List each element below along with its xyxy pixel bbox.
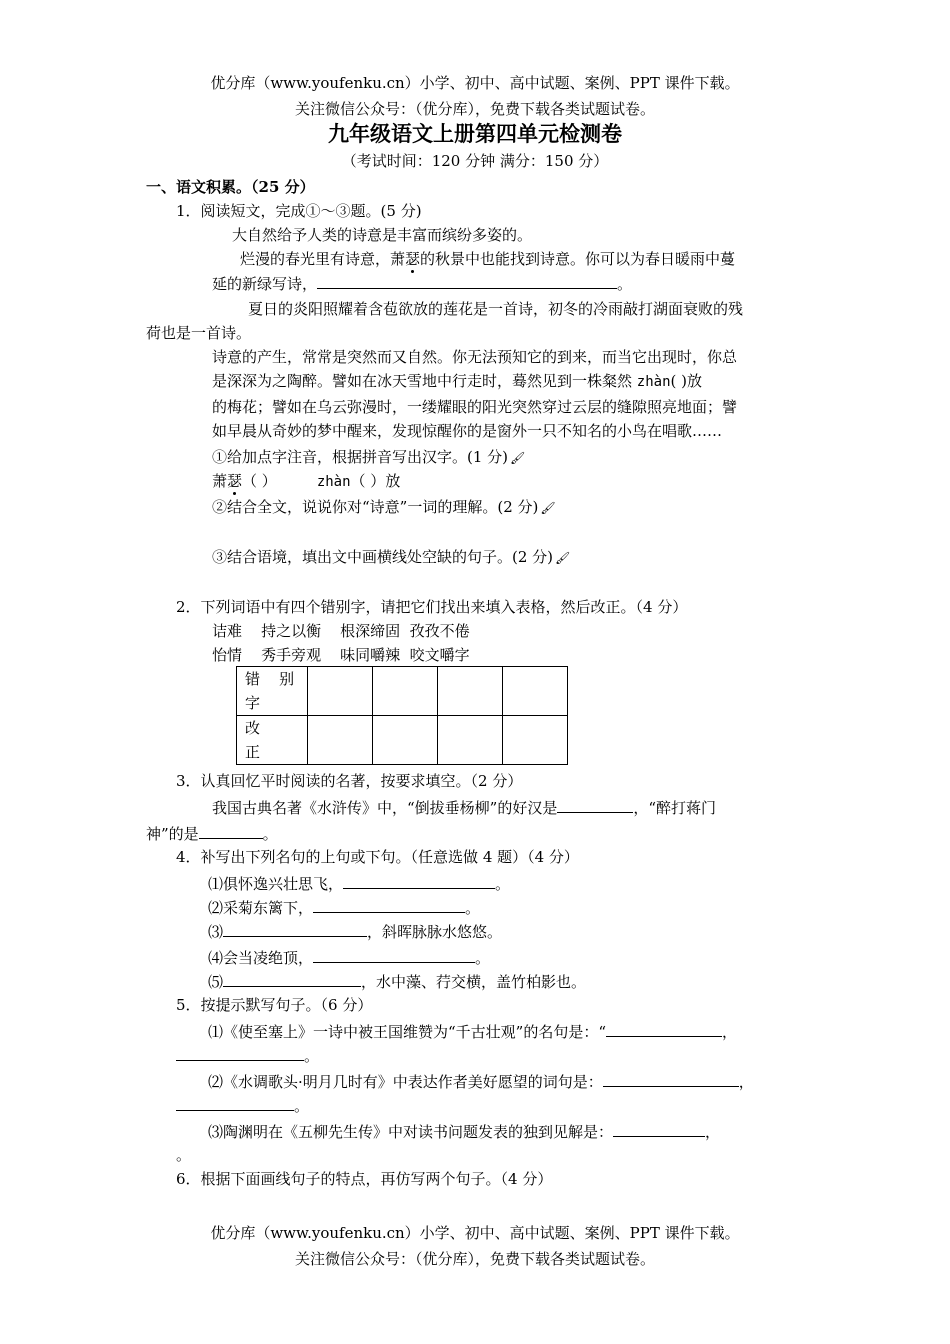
q5-i2-comma: ， xyxy=(738,1073,754,1091)
q5-i3-end: 。 xyxy=(176,1146,192,1164)
table-header-cell xyxy=(237,667,308,716)
q4-i4-end: 。 xyxy=(475,949,491,967)
header-text-2: 字 xyxy=(245,694,261,712)
answer-cell[interactable] xyxy=(308,667,373,716)
answer-blank[interactable] xyxy=(223,970,361,987)
q5-i1-comma: ， xyxy=(722,1023,738,1041)
q5-item-1-cont xyxy=(176,1044,319,1067)
q4-item-1 xyxy=(208,872,510,895)
q5-item-2-cont xyxy=(176,1094,309,1117)
q4-i1-end: 。 xyxy=(495,875,511,893)
q1-sub-1-answer xyxy=(212,470,400,493)
answer-paren[interactable]: ( ) xyxy=(670,372,687,390)
q5-item-3 xyxy=(208,1120,720,1143)
q1-p2a-text-1: 烂漫的春光里有诗意，萧 xyxy=(240,250,406,268)
answer-blank[interactable] xyxy=(557,796,633,813)
answer-blank[interactable] xyxy=(199,822,263,839)
q4-i1-text: ⑴俱怀逸兴壮思飞， xyxy=(208,875,344,893)
q5-item-1 xyxy=(208,1020,737,1043)
answer-cell[interactable] xyxy=(438,716,503,765)
correction-table xyxy=(236,666,568,765)
q1-p2b-end: 。 xyxy=(617,275,633,293)
q5-stem: 5．按提示默写句子。（6 分） xyxy=(176,996,373,1014)
q3-line2-end: 。 xyxy=(262,825,278,843)
q3-line-1 xyxy=(212,796,716,819)
answer-blank[interactable] xyxy=(603,1070,739,1087)
q3-stem: 3．认真回忆平时阅读的名著，按要求填空。（2 分） xyxy=(176,772,523,790)
q4-item-4 xyxy=(208,946,490,969)
q6-stem: 6．根据下面画线句子的特点，再仿写两个句子。（4 分） xyxy=(176,1170,553,1188)
q1-sub3-text: ③结合语境，填出文中画横线处空缺的句子。(2 分) xyxy=(212,548,554,566)
q5-i2-end: 。 xyxy=(294,1097,310,1115)
q4-i5-end: ，水中藻、荇交横，盖竹柏影也。 xyxy=(361,973,587,991)
dotted-char: 瑟 xyxy=(227,472,243,490)
answer-cell[interactable] xyxy=(373,716,438,765)
q5-item-3-cont xyxy=(176,1144,191,1166)
answer-blank[interactable] xyxy=(343,872,495,889)
exam-subtitle: （考试时间：120 分钟 满分：150 分） xyxy=(341,152,609,170)
q4-i5-text: ⑸ xyxy=(208,973,224,991)
answer-blank[interactable] xyxy=(606,1020,722,1037)
answer-blank[interactable] xyxy=(223,920,367,937)
q5-i3-text: ⑶陶渊明在《五柳先生传》中对读书问题发表的独到见解是： xyxy=(208,1123,614,1141)
q4-item-5 xyxy=(208,970,586,993)
q4-i3-text: ⑶ xyxy=(208,923,224,941)
q1-paragraph-4c: 的梅花；譬如在乌云弥漫时，一缕耀眼的阳光突然穿过云层的缝隙照亮地面；譬 xyxy=(212,398,738,416)
q3-line2-text: 神”的是 xyxy=(146,825,199,843)
answer-cell[interactable] xyxy=(503,716,568,765)
pinyin-zhan-2: zhàn xyxy=(316,474,351,490)
ink-brush-icon: 🖌 xyxy=(555,551,571,565)
q3-line1-text: 我国古典名著《水浒传》中，“倒拔垂杨柳”的好汉是 xyxy=(212,799,558,817)
q1-paragraph-2a xyxy=(240,248,735,270)
q2-words-2: 怡情 秀手旁观 味同嚼辣 咬文嚼字 xyxy=(212,646,470,664)
q5-item-2 xyxy=(208,1070,754,1093)
q5-i2-text: ⑵《水调歌头·明月几时有》中表达作者美好愿望的词句是： xyxy=(208,1073,603,1091)
header-line-2: 关注微信公众号：（优分库），免费下载各类试题试卷。 xyxy=(294,100,655,118)
footer-line-1: 优分库（www.youfenku.cn）小学、初中、高中试题、案例、PPT 课件下载。 xyxy=(210,1224,740,1242)
q5-i1-text: ⑴《使至塞上》一诗中被王国维赞为“千古壮观”的名句是：“ xyxy=(208,1023,607,1041)
answer-blank[interactable] xyxy=(176,1094,294,1111)
q1-paragraph-3b: 荷也是一首诗。 xyxy=(146,324,252,342)
q4-i2-end: 。 xyxy=(465,899,481,917)
q1-paragraph-4d: 如早晨从奇妙的梦中醒来，发现惊醒你的是窗外一只不知名的小鸟在唱歌…… xyxy=(212,422,723,440)
q4-item-3 xyxy=(208,920,502,943)
header-text-1: 错 别 xyxy=(245,670,295,688)
ink-brush-icon: 🖌 xyxy=(540,501,556,515)
q5-i3-comma: ， xyxy=(705,1123,721,1141)
answer-blank[interactable] xyxy=(613,1120,705,1137)
answer-cell[interactable] xyxy=(373,667,438,716)
q1-p4b-end: 放 xyxy=(686,372,702,390)
q4-item-2 xyxy=(208,896,480,919)
q1-p2b-text: 延的新绿写诗， xyxy=(212,275,318,293)
answer-blank[interactable] xyxy=(313,896,465,913)
section-title: 一、语文积累。（25 分） xyxy=(146,178,315,196)
q4-stem: 4．补写出下列名句的上句或下句。（任意选做 4 题）（4 分） xyxy=(176,848,579,866)
exam-title: 九年级语文上册第四单元检测卷 xyxy=(328,121,622,146)
q1-p2a-text-2: 的秋景中也能找到诗意。你可以为春日暖雨中蔓 xyxy=(420,250,736,268)
table-row xyxy=(237,716,568,765)
answer-paren-2[interactable]: （ ） xyxy=(350,472,386,490)
footer-line-2: 关注微信公众号：（优分库），免费下载各类试题试卷。 xyxy=(294,1250,655,1268)
answer-blank[interactable] xyxy=(313,946,475,963)
q1-sub2-text: ②结合全文，说说你对“诗意”一词的理解。(2 分) xyxy=(212,498,539,516)
q1-sub-3 xyxy=(212,546,570,569)
q1-stem: 1．阅读短文，完成①～③题。(5 分) xyxy=(176,202,422,220)
q1-paragraph-2b xyxy=(212,272,632,295)
q2-words-1: 诘难 持之以衡 根深缔固 孜孜不倦 xyxy=(212,622,470,640)
q1-sub1-text: ①给加点字注音，根据拼音写出汉字。(1 分) xyxy=(212,448,509,466)
answer-blank[interactable] xyxy=(176,1044,304,1061)
header-text-2: 正 xyxy=(245,743,261,761)
q1-sub-2 xyxy=(212,496,556,519)
sub1-ans-text: 萧 xyxy=(212,472,228,490)
q4-i3-end: ，斜晖脉脉水悠悠。 xyxy=(367,923,503,941)
pinyin-zhan: zhàn xyxy=(636,374,671,390)
ink-brush-icon: 🖌 xyxy=(510,451,526,465)
answer-cell[interactable] xyxy=(503,667,568,716)
sub1-tail: 放 xyxy=(385,472,401,490)
q3-line1-end: ，“醉打蒋门 xyxy=(633,799,717,817)
q4-i4-text: ⑷会当凌绝顶， xyxy=(208,949,314,967)
table-header-cell xyxy=(237,716,308,765)
header-line-1: 优分库（www.youfenku.cn）小学、初中、高中试题、案例、PPT 课件下载。 xyxy=(210,74,740,92)
q2-stem: 2．下列词语中有四个错别字，请把它们找出来填入表格，然后改正。（4 分） xyxy=(176,598,688,616)
table-row xyxy=(237,667,568,716)
answer-cell[interactable] xyxy=(308,716,373,765)
q3-line-2 xyxy=(146,822,278,845)
q5-i1-end: 。 xyxy=(304,1047,320,1065)
answer-blank[interactable] xyxy=(317,272,617,289)
q1-paragraph-3a: 夏日的炎阳照耀着含苞欲放的莲花是一首诗，初冬的冷雨敲打湖面衰败的残 xyxy=(248,300,744,318)
dotted-char: 瑟 xyxy=(405,250,421,268)
header-text-1: 改 xyxy=(245,719,261,737)
q1-paragraph-4b xyxy=(212,370,702,393)
answer-paren-1[interactable]: （ ） xyxy=(242,472,277,490)
q1-p4b-text: 是深深为之陶醉。譬如在冰天雪地中行走时，蓦然见到一株粲然 xyxy=(212,372,637,390)
q4-i2-text: ⑵采菊东篱下， xyxy=(208,899,314,917)
q1-paragraph-1: 大自然给予人类的诗意是丰富而缤纷多姿的。 xyxy=(232,226,533,244)
q1-sub-1 xyxy=(212,446,525,469)
answer-cell[interactable] xyxy=(438,667,503,716)
q1-paragraph-4a: 诗意的产生，常常是突然而又自然。你无法预知它的到来，而当它出现时，你总 xyxy=(212,348,738,366)
